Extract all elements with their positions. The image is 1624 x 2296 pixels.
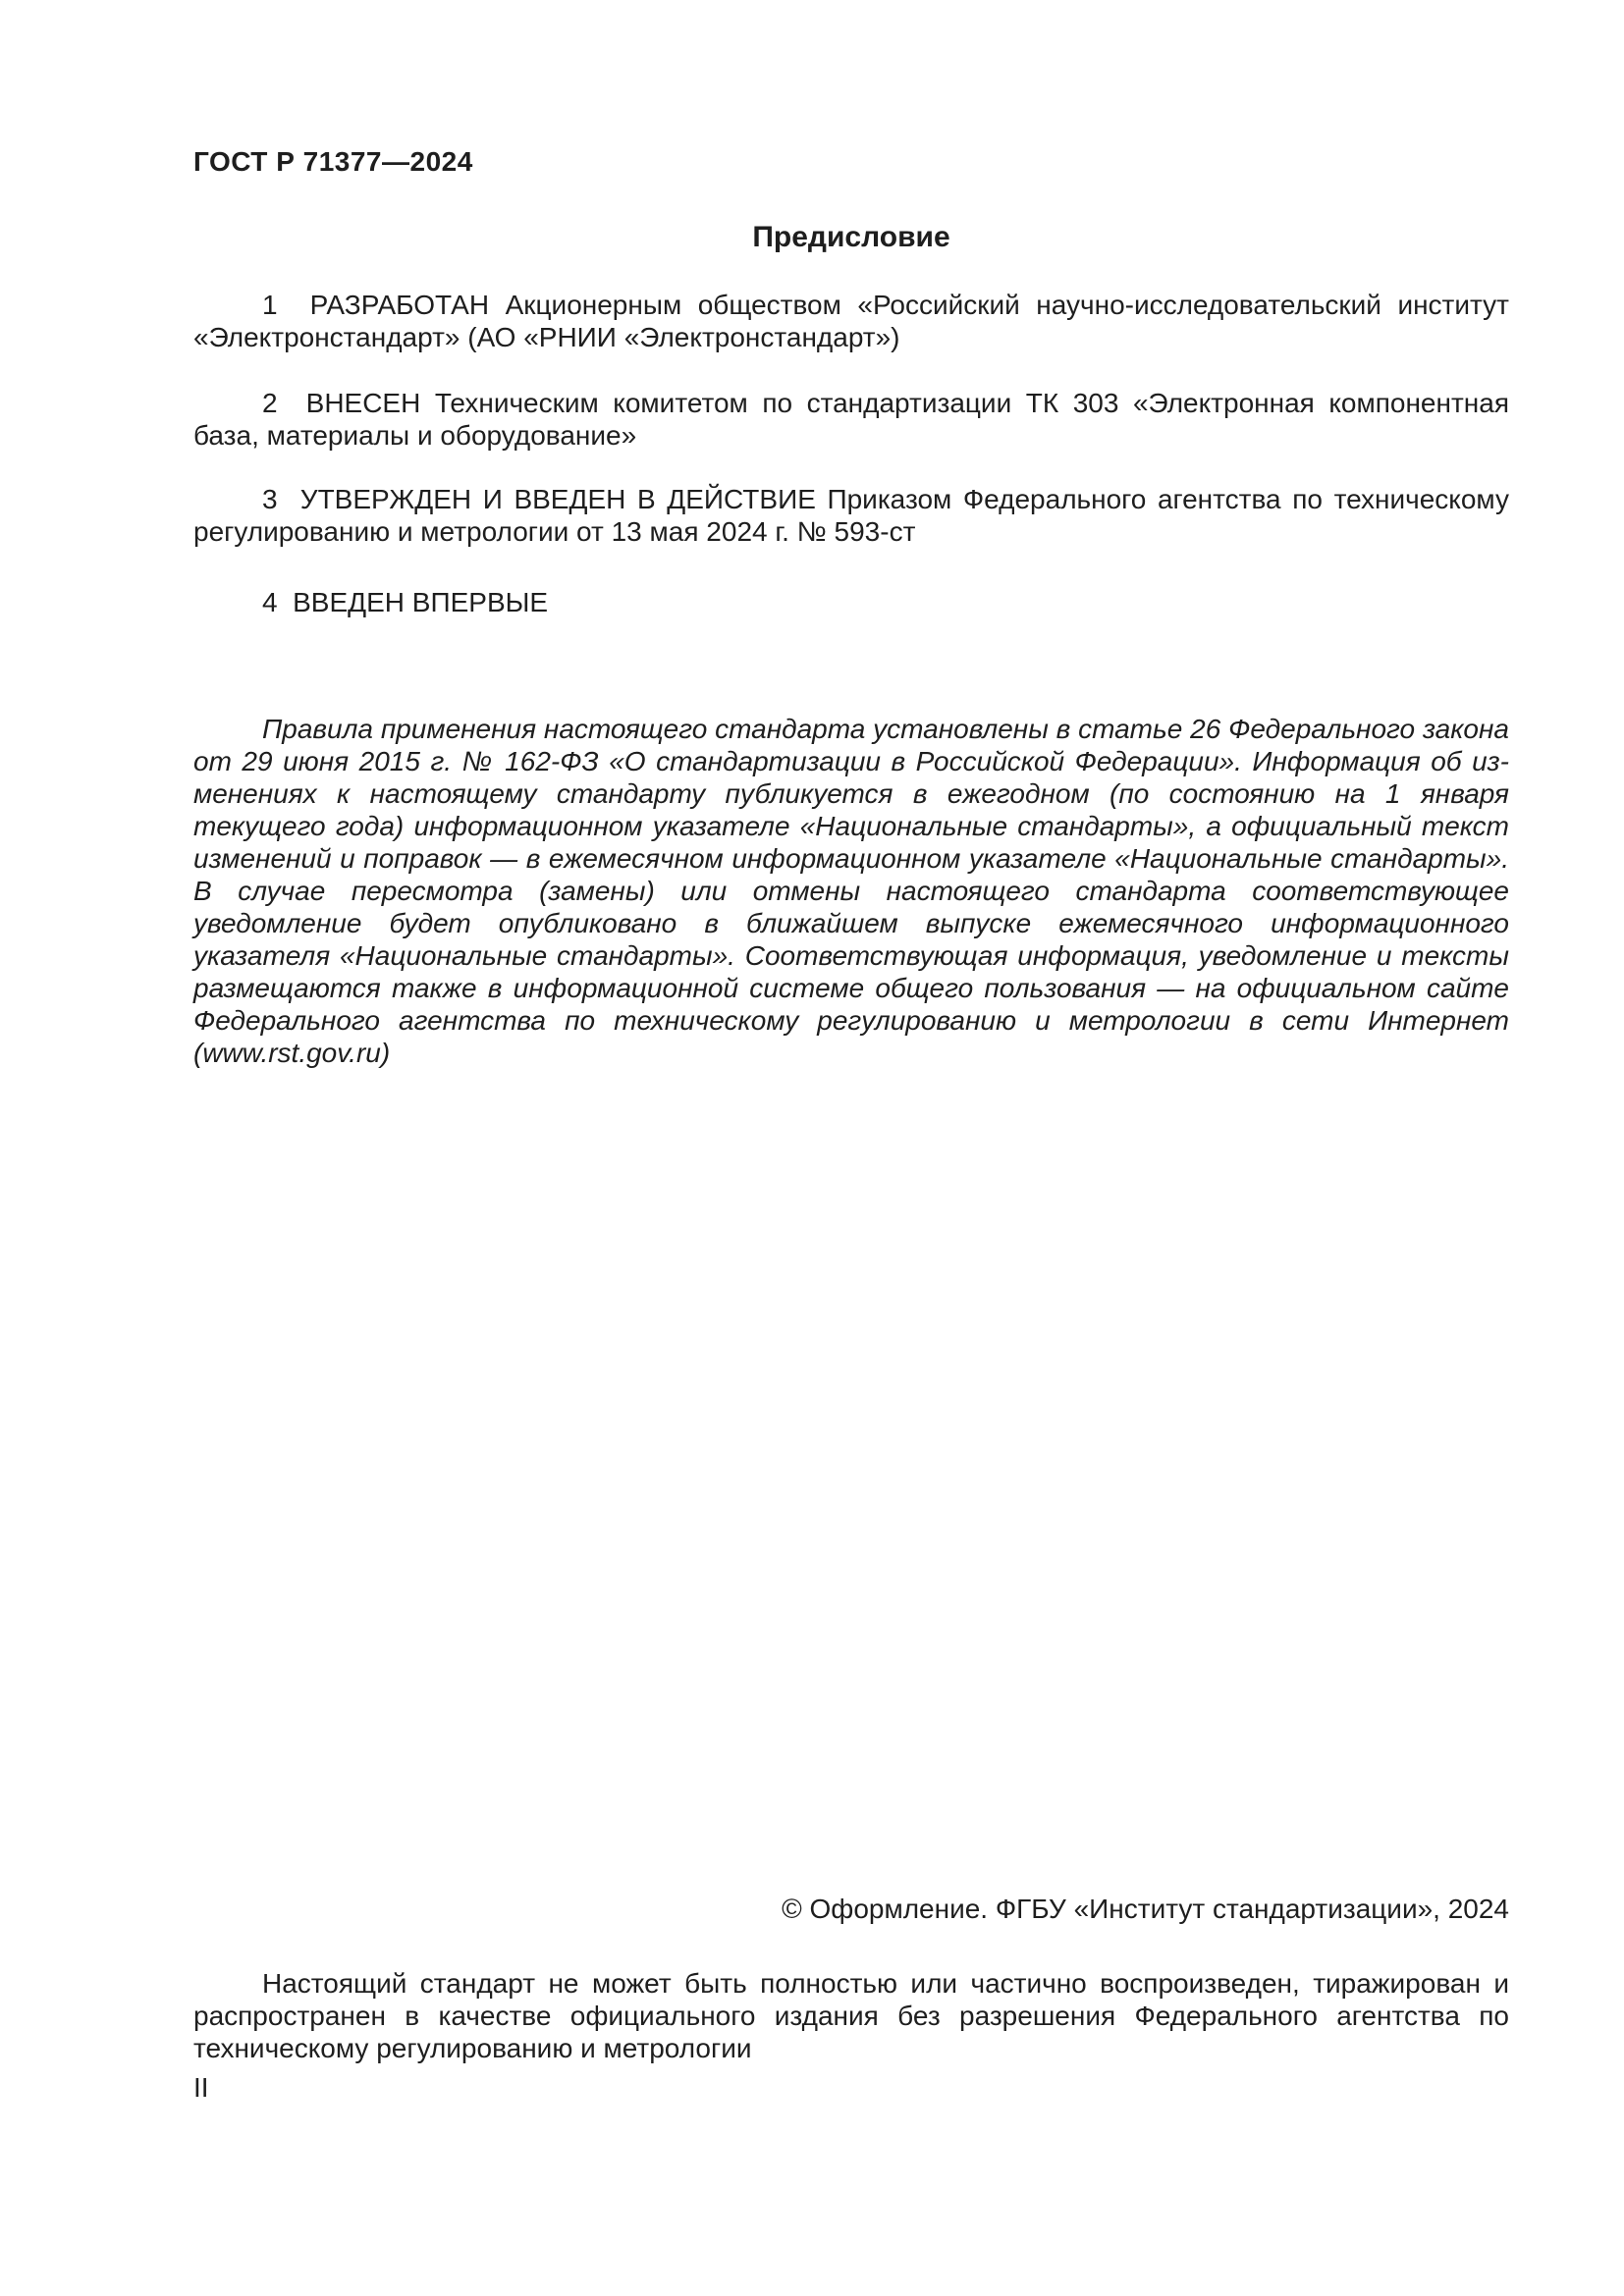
- copyright-line: © Оформление. ФГБУ «Институт стандартизации», 2024: [782, 1894, 1509, 1924]
- foreword-item-developed: 1 РАЗРАБОТАН Акционерным обществом «Российский научно-исследовательский институт «Электронстандарт» (АО «РНИИ «Электронстандарт»): [193, 290, 1509, 352]
- standard-code: ГОСТ Р 71377—2024: [193, 146, 473, 177]
- legal-notice: Правила применения настоящего стандарта установлены в статье 26 Федерального закона от 29 июня 2015 г. № 162-ФЗ «О стандартизации в Российской Федерации». Информация об изменениях к настоящему стандарту публикуется в ежегодном (по состоянию на 1 января текущего года) информационном указателе «Национальные стандарты», а официальный текст изменений и поправок — в ежемесячном информационном указателе «Национальные стандарты». В случае пересмотра (замены) или отмены настоящего стандарта соответствующее уведомление будет опубликовано в ближайшем выпуске ежемесячного информационного указателя «Национальные стандарты». Соответствующая информация, уведомление и тексты размещаются также в информационной системе общего пользования — на официальном сайте Федерального агентства по техническому регулированию и метрологии в сети Интернет (www.rst.gov.ru): [193, 714, 1509, 1068]
- foreword-title: Предисловие: [752, 221, 950, 253]
- foreword-item-first-introduced: 4 ВВЕДЕН ВПЕРВЫЕ: [262, 587, 549, 617]
- reproduction-notice: Настоящий стандарт не может быть полностью или частично воспроизведен, тиражирован и распространен в качестве официального издания без разрешения Федерального агентства по техническому регулированию и метрологии: [193, 1968, 1509, 2063]
- foreword-item-approved: 3 УТВЕРЖДЕН И ВВЕДЕН В ДЕЙСТВИЕ Приказом Федерального агентства по техническому регулированию и метрологии от 13 мая 2024 г. № 593-ст: [193, 484, 1509, 547]
- page-number: II: [193, 2072, 209, 2103]
- foreword-item-submitted: 2 ВНЕСЕН Техническим комитетом по стандартизации ТК 303 «Электронная компонентная база, материалы и оборудование»: [193, 388, 1509, 451]
